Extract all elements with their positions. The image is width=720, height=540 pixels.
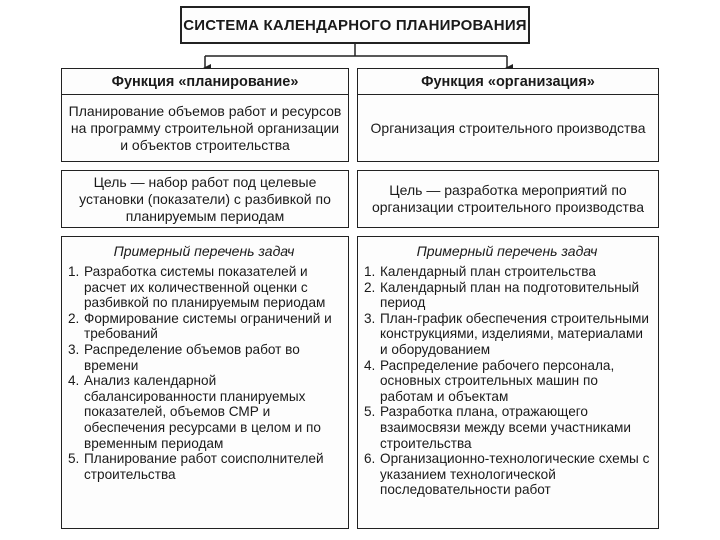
tasks-organization-title: Примерный перечень задач [416, 243, 598, 259]
tasks-planning-box [61, 236, 349, 529]
function-planning-box [61, 68, 349, 162]
list-item: 5. Планирование работ соисполнителей строительства [68, 451, 324, 482]
list-item: 5. Разработка плана, отражающего взаимосвязи между всеми участниками строительства [364, 404, 631, 451]
list-item: 3. Распределение объемов работ во времени [68, 341, 300, 373]
list-item: 4. Анализ календарной сбалансированности планируемых показателей, объемов СМР и обеспечения ресурсами в целом и по временным периодам [68, 373, 321, 451]
list-item: 1. Календарный план строительства [364, 264, 596, 279]
function-planning-desc: Планирование объемов работ и ресурсов на программу строительной организации и объектов строительства [68, 102, 342, 153]
goal-planning-text: Цель — набор работ под целевые установки (показатели) с разбивкой по планируемым периодам [79, 173, 331, 224]
list-item: 4. Распределение рабочего персонала, основных строительных машин по работам и объектам [364, 357, 615, 404]
goal-organization-text: Цель — разработка мероприятий по организации строительного производства [371, 182, 645, 215]
diagram-title: СИСТЕМА КАЛЕНДАРНОГО ПЛАНИРОВАНИЯ [180, 6, 530, 44]
function-organization-title: Функция «организация» [358, 69, 658, 95]
list-item: 2. Календарный план на подготовительный период [364, 279, 640, 311]
tasks-organization-box [357, 236, 659, 529]
function-organization-box [357, 68, 659, 162]
goal-organization-box [357, 170, 659, 228]
list-item: 3. План-график обеспечения строительными конструкциями, изделиями, материалами и оборудованием [364, 310, 649, 357]
function-organization-desc: Организация строительного производства [370, 119, 646, 136]
list-item: 6. Организационно-технологические схемы с указанием технологической последовательности работ [364, 451, 650, 498]
tasks-planning-title: Примерный перечень задач [113, 243, 295, 259]
list-item: 1. Разработка системы показателей и расчет их количественной оценки с разбивкой по планируемым периодам [68, 264, 326, 311]
list-item: 2. Формирование системы ограничений и требований [68, 310, 332, 342]
goal-planning-box [61, 170, 349, 228]
function-planning-title: Функция «планирование» [62, 69, 348, 95]
